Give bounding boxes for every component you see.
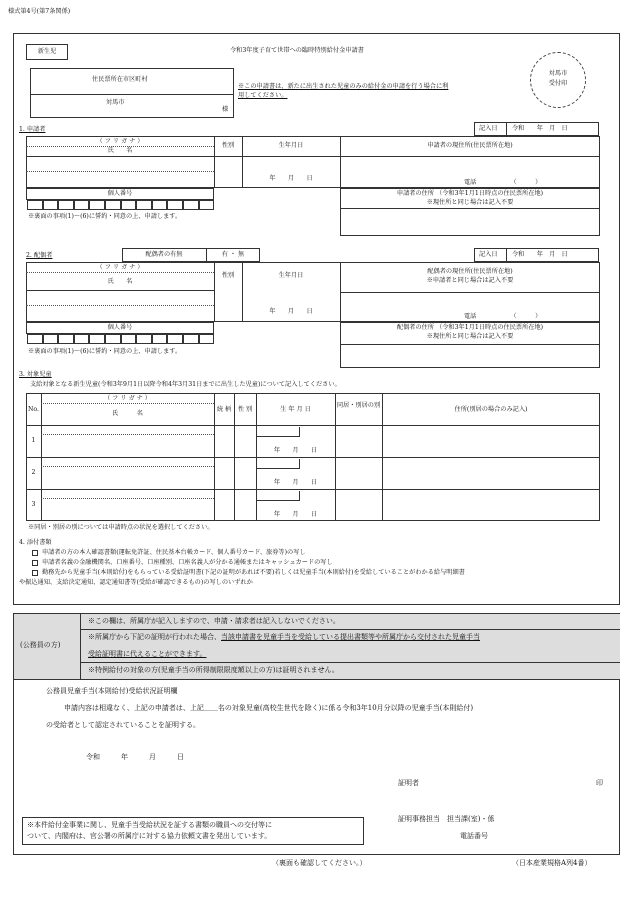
- note-main: ※この申請書は、新たに出生された児童のみの給付金の申請を行う場合に利: [238, 83, 449, 90]
- applicant-birth-ymd[interactable]: 年 月 日: [269, 175, 313, 182]
- note-main-2: 用してください。: [238, 92, 288, 99]
- id-digit-cell[interactable]: [152, 334, 168, 344]
- certifier-label: 証明者: [398, 779, 419, 787]
- stamp-line-1: 対馬市: [548, 70, 568, 77]
- id-digit-cell[interactable]: [27, 200, 43, 210]
- footer-size-note: （日本産業規格A列4番）: [512, 859, 592, 867]
- checkbox-2[interactable]: [32, 560, 38, 566]
- id-digit-cell[interactable]: [199, 200, 215, 210]
- id-digit-cell[interactable]: [43, 334, 59, 344]
- address-line-label: 住民票所在市区町村: [92, 76, 148, 83]
- section3-intro: 支給対象となる新生児童(令和3年9月1日以降令和4年3月31日までに出生した児童)について記入してください。: [30, 381, 341, 388]
- spouse-birth-ymd[interactable]: 年 月 日: [269, 308, 313, 315]
- attachment-3: 勤務先から児童手当(本則給付)をもらっている受給証明書(下記の証明があれば不要)若しくは児童手当(本則給付)を受給していることがわかる給与明細書: [32, 569, 465, 577]
- attachment-3-cont: や振込通知、支給決定通知、認定通知書等(受給が確認できるもの)の写しのいずれか: [19, 579, 253, 586]
- spouse-furigana-label: （ フ リ ガ ナ ）: [96, 264, 144, 271]
- id-digit-cell[interactable]: [121, 334, 137, 344]
- applicant-address-label: 申請者の現住所(住民票所在地): [427, 142, 513, 149]
- mayor-name: 対馬市: [106, 99, 125, 106]
- id-digit-cell[interactable]: [58, 334, 74, 344]
- section2-heading: 2. 配偶者: [26, 252, 53, 259]
- cabinet-notice-1: ※本件給付金事業に関し、児童手当受給状況を証する書類の職員への交付等に: [27, 821, 272, 829]
- id-digit-cell[interactable]: [105, 334, 121, 344]
- id-digit-cell[interactable]: [199, 334, 215, 344]
- child-birth-ymd[interactable]: 年 月 日: [273, 479, 318, 486]
- id-digit-cell[interactable]: [167, 334, 183, 344]
- spouse-presence-value[interactable]: 有 ・ 無: [221, 251, 245, 258]
- applicant-pledge: ※裏面の事項(1)～(6)に誓約・同意の上、申請します。: [28, 213, 182, 220]
- id-digit-cell[interactable]: [136, 200, 152, 210]
- attachment-2: 申請者名義の金融機関名、口座番号、口座種別、口座名義人が分かる通帳またはキャッシュカードの写し: [32, 559, 333, 567]
- id-digit-cell[interactable]: [121, 200, 137, 210]
- col-gender: 性 別: [237, 406, 253, 413]
- id-digit-cell[interactable]: [167, 200, 183, 210]
- spouse-gender-label: 性別: [221, 272, 235, 279]
- seal-mark: 印: [596, 779, 603, 787]
- applicant-phone[interactable]: 電話 （ ）: [464, 179, 542, 186]
- child-era-box[interactable]: [256, 427, 300, 437]
- cert-phone: 電話番号: [460, 832, 488, 840]
- spouse-id-label: 個人番号: [107, 324, 133, 331]
- applicant-birth-label: 生年月日: [278, 142, 304, 149]
- col-no: No.: [28, 406, 39, 413]
- cert-heading: 公務員児童手当(本則給付)受給状況証明欄: [46, 687, 178, 695]
- section3-footnote: ※同居・別居の別については申請時点の状況を選択してください。: [28, 524, 214, 531]
- official-label: (公務員の方): [20, 641, 61, 649]
- official-line-1: ※この欄は、所属庁が記入しますので、申請・請求者は記入しないでください。: [88, 617, 340, 625]
- col-address: 住所(別居の場合のみ記入): [454, 406, 528, 413]
- entry-date-value-2[interactable]: 令和 年 月 日: [512, 251, 568, 258]
- spouse-phone[interactable]: 電話 （ ）: [464, 313, 542, 320]
- id-digit-cell[interactable]: [105, 200, 121, 210]
- id-digit-cell[interactable]: [43, 200, 59, 210]
- footer-back-note: （裏面も確認してください。）: [272, 859, 367, 867]
- spouse-pledge: ※裏面の事項(1)～(6)に誓約・同意の上、申請します。: [28, 348, 182, 355]
- spouse-birth-label: 生年月日: [278, 272, 304, 279]
- id-digit-cell[interactable]: [183, 334, 199, 344]
- spouse-presence-label: 配偶者の有無: [145, 251, 183, 258]
- cert-body-1: 申請内容は相違なく、上記の申請者は、上記＿＿名の対象児童(高校生世代を除く)に係る令和3年10月分以降の児童手当(本則給付): [64, 704, 474, 712]
- checkbox-3[interactable]: [32, 570, 38, 576]
- spouse-jan1-label: 配偶者の住所 （令和3年1月1日時点の住民票所在地): [396, 324, 544, 331]
- checkbox-1[interactable]: [32, 550, 38, 556]
- col-furigana: （ フ リ ガ ナ ）: [104, 395, 151, 402]
- id-digit-cell[interactable]: [136, 334, 152, 344]
- id-digit-cell[interactable]: [74, 334, 90, 344]
- child-birth-ymd[interactable]: 年 月 日: [273, 511, 318, 518]
- child-row-number: 1: [31, 437, 36, 444]
- id-digit-cell[interactable]: [89, 200, 105, 210]
- id-digit-cell[interactable]: [74, 200, 90, 210]
- section3-heading: 3. 対象児童: [19, 371, 52, 378]
- id-digit-cell[interactable]: [58, 200, 74, 210]
- spouse-name-label: 氏 名: [107, 278, 133, 285]
- child-birth-ymd[interactable]: 年 月 日: [273, 447, 318, 454]
- spouse-address-label: 配偶者の現住所(住民票所在地): [427, 268, 513, 275]
- form-title: 令和3年度子育て世帯への臨時特別給付金申請書: [230, 47, 364, 54]
- entry-date-label-2: 記入日: [479, 251, 498, 258]
- applicant-furigana-label: （ フ リ ガ ナ ）: [96, 138, 144, 145]
- cert-officer: 証明事務担当 担当課(室)・係: [398, 815, 495, 823]
- id-digit-cell[interactable]: [89, 334, 105, 344]
- cert-date[interactable]: 令和 年 月 日: [86, 753, 184, 761]
- official-line-4: ※特例給付の対象の方(児童手当の所得制限限度額以上の方)は証明されません。: [88, 666, 339, 674]
- applicant-jan1-label: 申請者の住所 （令和3年1月1日時点の住民票所在地): [396, 190, 544, 197]
- child-era-box[interactable]: [256, 491, 300, 501]
- col-cohab: 同居・別居の別: [336, 402, 381, 409]
- official-line-3: 受給証明書に代えることができます。: [88, 650, 207, 658]
- child-row-number: 3: [31, 501, 36, 508]
- entry-date-label-1: 記入日: [479, 125, 498, 132]
- id-digit-cell[interactable]: [152, 200, 168, 210]
- attachment-1: 申請者の方の本人確認書類(運転免許証、住民基本台帳カード、個人番号カード、旅券等)の写し: [32, 549, 306, 557]
- mayor-suffix: 様: [222, 106, 229, 113]
- spouse-same-applicant: ※申請者と同じ場合は記入不要: [426, 277, 514, 284]
- applicant-same-note: ※現住所と同じ場合は記入不要: [426, 199, 514, 206]
- col-birthdate: 生 年 月 日: [280, 406, 311, 413]
- spouse-same-note: ※現住所と同じ場合は記入不要: [426, 333, 514, 340]
- id-digit-cell[interactable]: [27, 334, 43, 344]
- cert-body-2: の受給者として認定されていることを証明する。: [46, 721, 200, 729]
- child-era-box[interactable]: [256, 459, 300, 469]
- newborn-tag: 新生児: [26, 44, 68, 60]
- child-row-number: 2: [31, 469, 36, 476]
- col-relation: 続 柄: [216, 406, 232, 413]
- section1-heading: 1. 申請者: [19, 126, 46, 133]
- applicant-id-label: 個人番号: [107, 190, 133, 197]
- col-name: 氏 名: [112, 410, 143, 417]
- applicant-name-label: 氏 名: [107, 147, 133, 154]
- section4-heading: 4. 添付書類: [19, 539, 52, 546]
- applicant-gender-label: 性別: [221, 142, 235, 149]
- cabinet-notice-2: ついて、内閣府は、官公署の所属庁に対する協力依頼文書を発出しています。: [27, 832, 272, 840]
- entry-date-value-1[interactable]: 令和 年 月 日: [512, 125, 568, 132]
- stamp-line-2: 受付印: [548, 80, 568, 87]
- form-id: 様式第4号(第7条関係): [8, 8, 71, 15]
- id-digit-cell[interactable]: [183, 200, 199, 210]
- official-line-2: ※所属庁から下記の証明が行われた場合、当該申請書を児童手当を受給している提出書類等や所属庁から交付された児童手当: [88, 633, 480, 641]
